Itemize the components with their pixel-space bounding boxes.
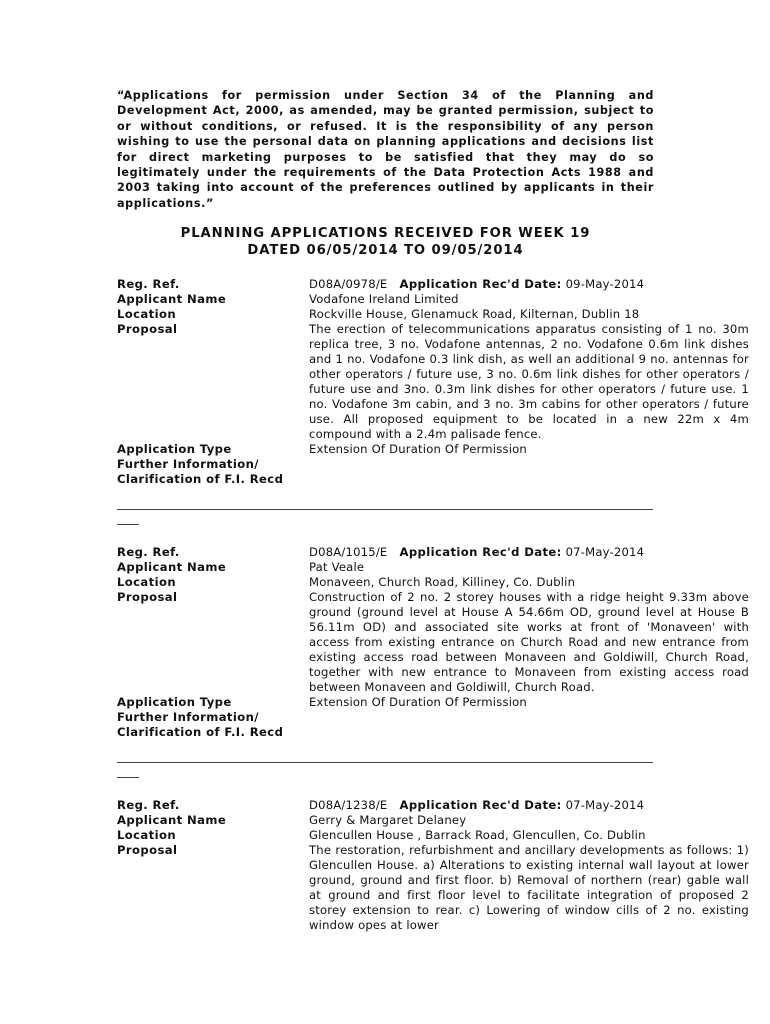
record-separator (117, 509, 653, 510)
location-value: Glencullen House , Barrack Road, Glencullen, Co. Dublin (309, 828, 646, 842)
app-type-value: Extension Of Duration Of Permission (309, 695, 527, 709)
applicant-value: Vodafone Ireland Limited (309, 292, 459, 306)
clarification-label: Clarification of F.I. Recd (117, 472, 284, 486)
reg-ref-value: D08A/0978/E (309, 277, 388, 291)
location-label: Location (117, 307, 176, 321)
page-heading-line1: PLANNING APPLICATIONS RECEIVED FOR WEEK 19 (180, 226, 591, 241)
reg-ref-label: Reg. Ref. (117, 277, 180, 291)
record-separator-tail (117, 524, 139, 525)
application-record (117, 277, 757, 487)
applicant-value: Gerry & Margaret Delaney (309, 813, 467, 827)
reg-ref-value: D08A/1238/E (309, 798, 388, 812)
page-heading-line2: DATED 06/05/2014 TO 09/05/2014 (247, 243, 524, 258)
location-value: Monaveen, Church Road, Killiney, Co. Dublin (309, 575, 576, 589)
app-type-label: Application Type (117, 695, 232, 709)
recd-date-label: Application Rec'd Date: (399, 277, 562, 291)
recd-date-label: Application Rec'd Date: (399, 545, 562, 559)
reg-ref-label: Reg. Ref. (117, 798, 180, 812)
recd-date-value: 07-May-2014 (565, 798, 645, 812)
applicant-label: Applicant Name (117, 560, 227, 574)
applicant-label: Applicant Name (117, 292, 227, 306)
proposal-label: Proposal (117, 322, 178, 336)
reg-ref-value: D08A/1015/E (309, 545, 388, 559)
location-label: Location (117, 828, 176, 842)
applicant-label: Applicant Name (117, 813, 227, 827)
record-separator-tail (117, 777, 139, 778)
location-label: Location (117, 575, 176, 589)
applicant-value: Pat Veale (309, 560, 365, 574)
record-separator (117, 762, 653, 763)
proposal-value: The erection of telecommunications apparatus consisting of 1 no. 30m replica tree, 3 no. Vodafone antennas, 2 no. Vodafone 0.6m link dishes and 1 no. Vodafone 0.3 link dish, as well an additional 9 no. antennas for other operators / future use, 3 no. 0.6m link dishes for other operators / future use and 3no. 0.3m link dishes for other operators / future use. 1 no. Vodafone 3m cabin, and 3 no. 3m cabins for other operators / future use. All proposed equipment to be located in a new 22m x 4m compound with a 2.4m palisade fence. (309, 322, 749, 441)
further-info-label: Further Information/ (117, 457, 259, 471)
reg-ref-label: Reg. Ref. (117, 545, 180, 559)
recd-date-value: 07-May-2014 (565, 545, 645, 559)
location-value: Rockville House, Glenamuck Road, Kilternan, Dublin 18 (309, 307, 640, 321)
proposal-label: Proposal (117, 590, 178, 604)
disclaimer-paragraph: “Applications for permission under Section 34 of the Planning and Development Act, 2000, as amended, may be granted permission, subject to or without conditions, or refused. It is the responsibility of any person wishing to use the personal data on planning applications and decisions list for direct marketing purposes to be satisfied that they may do so legitimately under the requirements of the Data Protection Acts 1988 and 2003 taking into account of the preferences outlined by applicants in their applications.” (117, 89, 654, 210)
proposal-value: The restoration, refurbishment and ancillary developments as follows: 1) Glencullen House. a) Alterations to existing internal wall layout at lower ground, ground and first floor. b) Removal of northern (rear) gable wall at ground and first floor level to facilitate integration of proposed 2 storey extension to rear. c) Lowering of window cills of 2 no. existing window opes at lower (309, 843, 749, 932)
recd-date-value: 09-May-2014 (565, 277, 645, 291)
application-record (117, 798, 757, 933)
recd-date-label: Application Rec'd Date: (399, 798, 562, 812)
app-type-value: Extension Of Duration Of Permission (309, 442, 527, 456)
proposal-value: Construction of 2 no. 2 storey houses with a ridge height 9.33m above ground (ground level at House A 54.66m OD, ground level at House B 56.11m OD) and associated site works at front of 'Monaveen' with access from existing entrance on Church Road and new entrance from existing access road between Monaveen and Goldiwill, Church Road, together with new entrance to Monaveen from existing access road between Monaveen and Goldiwill, Church Road. (309, 590, 749, 694)
application-record (117, 545, 757, 740)
app-type-label: Application Type (117, 442, 232, 456)
further-info-label: Further Information/ (117, 710, 259, 724)
clarification-label: Clarification of F.I. Recd (117, 725, 284, 739)
proposal-label: Proposal (117, 843, 178, 857)
